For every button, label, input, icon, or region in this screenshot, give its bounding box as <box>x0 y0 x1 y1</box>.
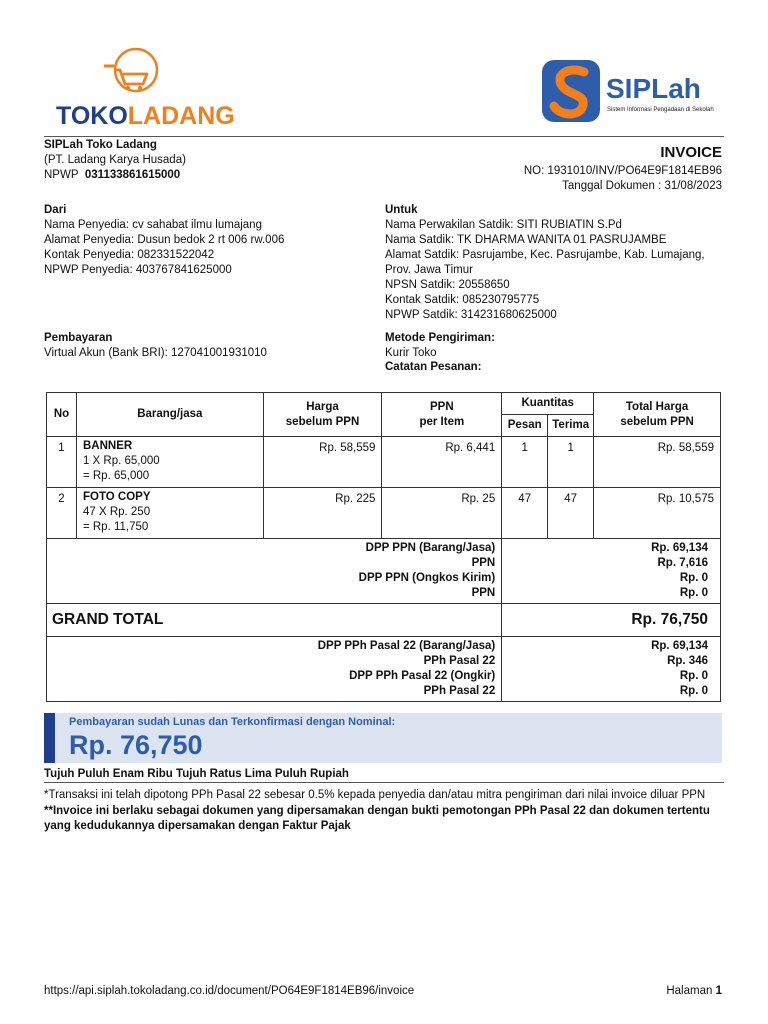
from-heading: Dari <box>44 204 67 216</box>
tax-summary-labels <box>47 539 502 604</box>
item-received: 1 <box>548 437 594 488</box>
col-header-item: Barang/jasa <box>76 393 263 437</box>
item-ordered: 47 <box>502 488 548 539</box>
words-divider <box>44 782 724 783</box>
item-price: Rp. 225 <box>263 488 382 539</box>
to-heading: Untuk <box>385 204 418 216</box>
to-line: Nama Satdik: TK DHARMA WANITA 01 PASRUJAMBE <box>385 234 667 246</box>
payment-heading: Pembayaran <box>44 332 113 344</box>
summary-label: PPh Pasal 22 <box>423 685 496 697</box>
table-row <box>47 437 721 488</box>
to-line: NPWP Satdik: 314231680625000 <box>385 309 557 321</box>
summary-label: DPP PPN (Barang/Jasa) <box>365 542 496 554</box>
summary-label: PPN <box>471 587 496 599</box>
page-number: 1 <box>715 985 722 997</box>
col-header-ppn-line: per Item <box>419 415 465 428</box>
summary-value: Rp. 0 <box>679 670 708 682</box>
shipping-method: Kurir Toko <box>385 347 437 359</box>
company-legal-name: (PT. Ladang Karya Husada) <box>44 154 186 166</box>
col-header-ordered: Pesan <box>502 415 548 437</box>
from-line: Nama Penyedia: cv sahabat ilmu lumajang <box>44 219 262 231</box>
from-line: NPWP Penyedia: 403767841625000 <box>44 264 232 276</box>
item-detail: = Rp. 65,000 <box>82 470 150 482</box>
summary-value: Rp. 69,134 <box>651 542 708 554</box>
item-no: 1 <box>47 437 77 488</box>
summary-label: PPh Pasal 22 <box>423 655 496 667</box>
to-line: Kontak Satdik: 085230795775 <box>385 294 540 306</box>
item-ppn: Rp. 6,441 <box>382 437 502 488</box>
paid-accent-bar <box>44 713 55 763</box>
note-document-validity-cont: yang kedudukannya dipersamakan dengan Faktur Pajak <box>44 820 351 832</box>
npwp-value: 031133861615000 <box>84 169 181 181</box>
item-cell <box>76 437 263 488</box>
page-label: Halaman <box>666 985 713 997</box>
page-indicator <box>666 984 722 999</box>
col-header-price-line: Harga <box>306 400 339 413</box>
summary-label: DPP PPN (Ongkos Kirim) <box>358 572 496 584</box>
summary-label: PPN <box>471 557 496 569</box>
col-header-total-line: sebelum PPN <box>620 415 694 428</box>
items-table <box>46 392 721 702</box>
invoice-date: Tanggal Dokumen : 31/08/2023 <box>562 180 722 192</box>
note-tax-deduction: *Transaksi ini telah dipotong PPh Pasal 22 sebesar 0.5% kepada penyedia dan/atau mitra pengiriman dari nilai invoice diluar PPN <box>44 789 706 801</box>
to-line: Prov. Jawa Timur <box>385 264 473 276</box>
col-header-total-line: Total Harga <box>625 400 689 413</box>
footer-url[interactable]: https://api.siplah.tokoladang.co.id/document/PO64E9F1814EB96/invoice <box>44 985 415 997</box>
paid-label: Pembayaran sudah Lunas dan Terkonfirmasi dengan Nominal: <box>69 716 396 728</box>
col-header-price <box>263 393 382 437</box>
siplah-logo-text: SIPLah <box>606 73 701 104</box>
item-cell <box>76 488 263 539</box>
table-header-row <box>47 393 721 415</box>
invoice-number: NO: 1931010/INV/PO64E9F1814EB96 <box>523 165 722 177</box>
to-line: Nama Perwakilan Satdik: SITI RUBIATIN S.Pd <box>385 219 622 231</box>
item-detail: 47 X Rp. 250 <box>82 506 151 518</box>
summary-value: Rp. 0 <box>679 572 708 584</box>
item-price: Rp. 58,559 <box>263 437 382 488</box>
grand-total-row <box>47 604 721 637</box>
item-name: BANNER <box>82 440 133 452</box>
siplah-logo <box>540 56 730 128</box>
tax-summary-row <box>47 539 721 604</box>
from-line: Kontak Penyedia: 082331522042 <box>44 249 215 261</box>
table-row <box>47 488 721 539</box>
payment-confirmed-box <box>44 713 722 763</box>
item-ppn: Rp. 25 <box>382 488 502 539</box>
item-name: FOTO COPY <box>82 491 151 503</box>
item-total: Rp. 10,575 <box>594 488 721 539</box>
summary-label: DPP PPh Pasal 22 (Ongkir) <box>349 670 496 682</box>
grand-total-label: GRAND TOTAL <box>47 604 502 637</box>
item-ordered: 1 <box>502 437 548 488</box>
summary-value: Rp. 69,134 <box>651 640 708 652</box>
summary-label: DPP PPh Pasal 22 (Barang/Jasa) <box>317 640 496 652</box>
summary-value: Rp. 0 <box>679 685 708 697</box>
company-npwp <box>44 168 180 183</box>
col-header-price-line: sebelum PPN <box>285 415 360 428</box>
col-header-qty: Kuantitas <box>502 393 594 415</box>
col-header-ppn <box>382 393 502 437</box>
item-no: 2 <box>47 488 77 539</box>
paid-amount: Rp. 76,750 <box>69 730 203 760</box>
order-notes-heading: Catatan Pesanan: <box>385 361 482 373</box>
svg-text:TOKOLADANG: TOKOLADANG <box>56 102 235 130</box>
tokoladang-logo <box>52 48 235 130</box>
shipping-heading: Metode Pengiriman: <box>385 332 495 344</box>
npwp-label: NPWP <box>44 169 79 181</box>
item-received: 47 <box>548 488 594 539</box>
logo-ladang: LADANG <box>127 102 235 130</box>
pph-summary-row <box>47 637 721 702</box>
siplah-tagline: Sistem Informasi Pengadaan di Sekolah <box>607 107 714 113</box>
cart-icon <box>104 49 157 91</box>
from-line: Alamat Penyedia: Dusun bedok 2 rt 006 rw.006 <box>44 234 285 246</box>
company-name: SIPLah Toko Ladang <box>44 139 157 151</box>
tax-summary-values <box>502 539 721 604</box>
header-divider <box>44 136 724 137</box>
invoice-title: INVOICE <box>660 144 722 161</box>
summary-value: Rp. 0 <box>679 587 708 599</box>
item-total: Rp. 58,559 <box>594 437 721 488</box>
item-detail: 1 X Rp. 65,000 <box>82 455 160 467</box>
col-header-ppn-line: PPN <box>430 400 454 413</box>
col-header-no: No <box>47 393 77 437</box>
note-document-validity: **Invoice ini berlaku sebagai dokumen yang dipersamakan dengan bukti pemotongan PPh Pasal 22 dan dokumen tertentu <box>44 805 710 817</box>
summary-value: Rp. 346 <box>667 655 708 667</box>
col-header-total <box>594 393 721 437</box>
pph-summary-labels <box>47 637 502 702</box>
to-line: Alamat Satdik: Pasrujambe, Kec. Pasrujambe, Kab. Lumajang, <box>385 249 705 261</box>
item-detail: = Rp. 11,750 <box>82 521 149 533</box>
pph-summary-values <box>502 637 721 702</box>
to-line: NPSN Satdik: 20558650 <box>385 279 510 291</box>
payment-method: Virtual Akun (Bank BRI): 127041001931010 <box>44 347 267 359</box>
summary-value: Rp. 7,616 <box>657 557 708 569</box>
amount-in-words: Tujuh Puluh Enam Ribu Tujuh Ratus Lima Puluh Rupiah <box>44 768 349 780</box>
grand-total-value: Rp. 76,750 <box>502 604 721 637</box>
col-header-received: Terima <box>548 415 594 437</box>
